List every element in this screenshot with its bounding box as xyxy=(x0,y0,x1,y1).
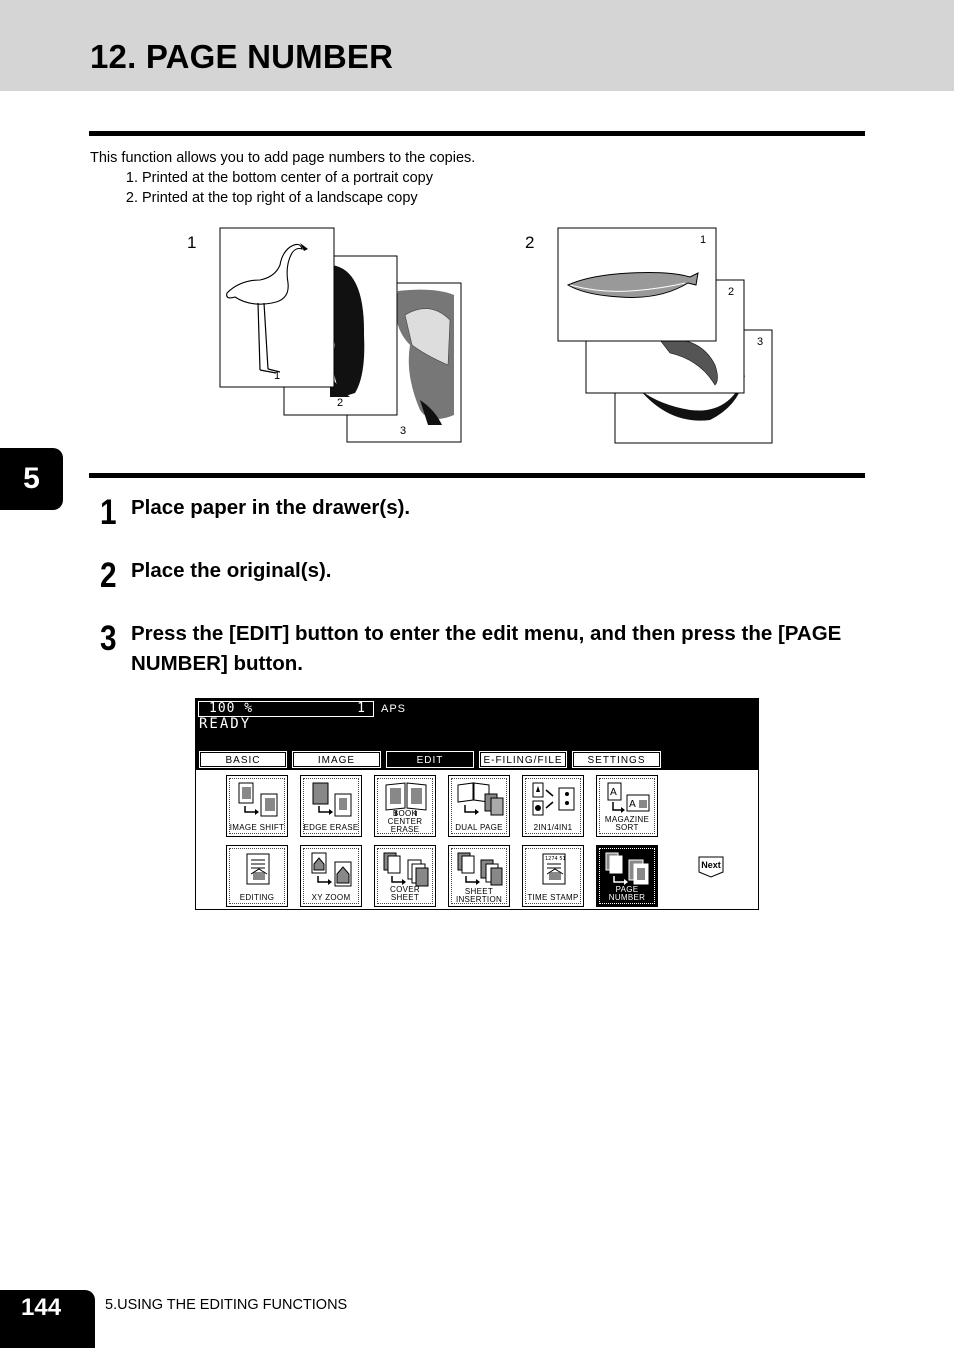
button-label: MAGAZINE SORT xyxy=(604,815,650,832)
tab-image[interactable]: IMAGE xyxy=(293,752,380,767)
page-number: 144 xyxy=(21,1294,62,1321)
edge-erase-button[interactable] xyxy=(300,775,362,837)
footer-page-box xyxy=(0,1290,95,1348)
step-number: 1 xyxy=(100,493,117,532)
step-text: Place the original(s). xyxy=(131,559,332,582)
intro-item: 1. Printed at the bottom center of a portrait copy xyxy=(142,168,475,188)
button-label: EDGE ERASE xyxy=(303,823,359,832)
portrait-illustration xyxy=(180,225,470,447)
chapter-tab: 5 xyxy=(0,448,63,510)
status-box xyxy=(198,701,374,717)
time-stamp-button[interactable] xyxy=(522,845,584,907)
magazine-sort-icon xyxy=(603,780,653,820)
intro xyxy=(90,148,475,208)
button-label: COVER SHEET xyxy=(390,885,420,902)
sheet-insertion-icon xyxy=(455,850,505,890)
page-number-button[interactable] xyxy=(596,845,658,907)
page-number-icon xyxy=(603,850,653,890)
dual-page-button[interactable] xyxy=(448,775,510,837)
xy-zoom-icon xyxy=(307,850,357,890)
landscape-pages-drawing xyxy=(520,225,780,447)
intro-item: 2. Printed at the top right of a landscape copy xyxy=(142,188,475,208)
intro-text: This function allows you to add page numbers to the copies. xyxy=(90,150,476,166)
panel-status-area xyxy=(196,699,759,770)
control-panel xyxy=(195,698,759,910)
step-number: 2 xyxy=(100,556,117,595)
time-stamp-icon xyxy=(529,850,579,890)
page-number-label: 2 xyxy=(728,286,735,298)
sheet-insertion-button[interactable] xyxy=(448,845,510,907)
button-label: PAGE NUMBER xyxy=(608,885,646,902)
image-shift-button[interactable] xyxy=(226,775,288,837)
top-rule xyxy=(89,131,865,136)
2in1-4in1-icon xyxy=(529,780,579,820)
button-label: IMAGE SHIFT xyxy=(229,823,285,832)
button-label: EDITING xyxy=(239,893,275,902)
page-number-label: 3 xyxy=(400,425,407,437)
2in1-4in1-button[interactable] xyxy=(522,775,584,837)
page-number-label: 3 xyxy=(757,336,764,348)
editing-button[interactable] xyxy=(226,845,288,907)
zoom-readout: 100 % xyxy=(209,701,254,716)
button-label: BOOK CENTER ERASE xyxy=(387,809,423,834)
page-number-label: 1 xyxy=(700,234,707,246)
svg-text:A: A xyxy=(610,787,617,798)
tab-edit[interactable]: EDIT xyxy=(387,752,473,767)
illustration-label: 1 xyxy=(187,233,197,252)
tab-e-filing-file[interactable]: E-FILING/FILE xyxy=(480,752,566,767)
xy-zoom-button[interactable] xyxy=(300,845,362,907)
steps-rule xyxy=(89,473,865,478)
page-number-label: 1 xyxy=(274,370,281,382)
page-title: 12. PAGE NUMBER xyxy=(90,38,394,75)
landscape-illustration xyxy=(520,225,780,447)
copy-count: 1 xyxy=(357,701,365,716)
image-shift-icon xyxy=(233,780,283,820)
button-label: SHEET INSERTION xyxy=(455,887,503,904)
cover-sheet-icon xyxy=(381,850,431,890)
editing-icon xyxy=(233,850,283,890)
page-number-label: 2 xyxy=(337,397,344,409)
svg-text:1274 51: 1274 51 xyxy=(545,856,566,862)
button-label: XY ZOOM xyxy=(311,893,351,902)
button-label: 2IN1/4IN1 xyxy=(533,823,573,832)
button-label: TIME STAMP xyxy=(527,893,579,902)
illustration-label: 2 xyxy=(525,233,535,252)
next-label: Next xyxy=(701,860,721,870)
status-message: READY xyxy=(199,716,252,732)
portrait-pages-drawing xyxy=(180,225,470,447)
footer-section-title: 5.USING THE EDITING FUNCTIONS xyxy=(105,1297,348,1313)
book-center-erase-button[interactable] xyxy=(374,775,436,837)
step-text: Press the [EDIT] button to enter the edit menu, and then press the [PAGE NUMBER] button. xyxy=(131,622,842,675)
intro-list xyxy=(90,168,475,208)
cover-sheet-button[interactable] xyxy=(374,845,436,907)
aps-indicator: APS xyxy=(381,703,407,715)
tab-basic[interactable]: BASIC xyxy=(200,752,286,767)
dual-page-icon xyxy=(455,780,505,820)
step-number: 3 xyxy=(100,619,117,658)
next-button[interactable] xyxy=(698,856,724,878)
button-label: DUAL PAGE xyxy=(455,823,503,832)
edge-erase-icon xyxy=(307,780,357,820)
svg-text:A: A xyxy=(629,799,636,810)
magazine-sort-button[interactable] xyxy=(596,775,658,837)
step-text: Place paper in the drawer(s). xyxy=(131,496,411,519)
tab-settings[interactable]: SETTINGS xyxy=(573,752,660,767)
